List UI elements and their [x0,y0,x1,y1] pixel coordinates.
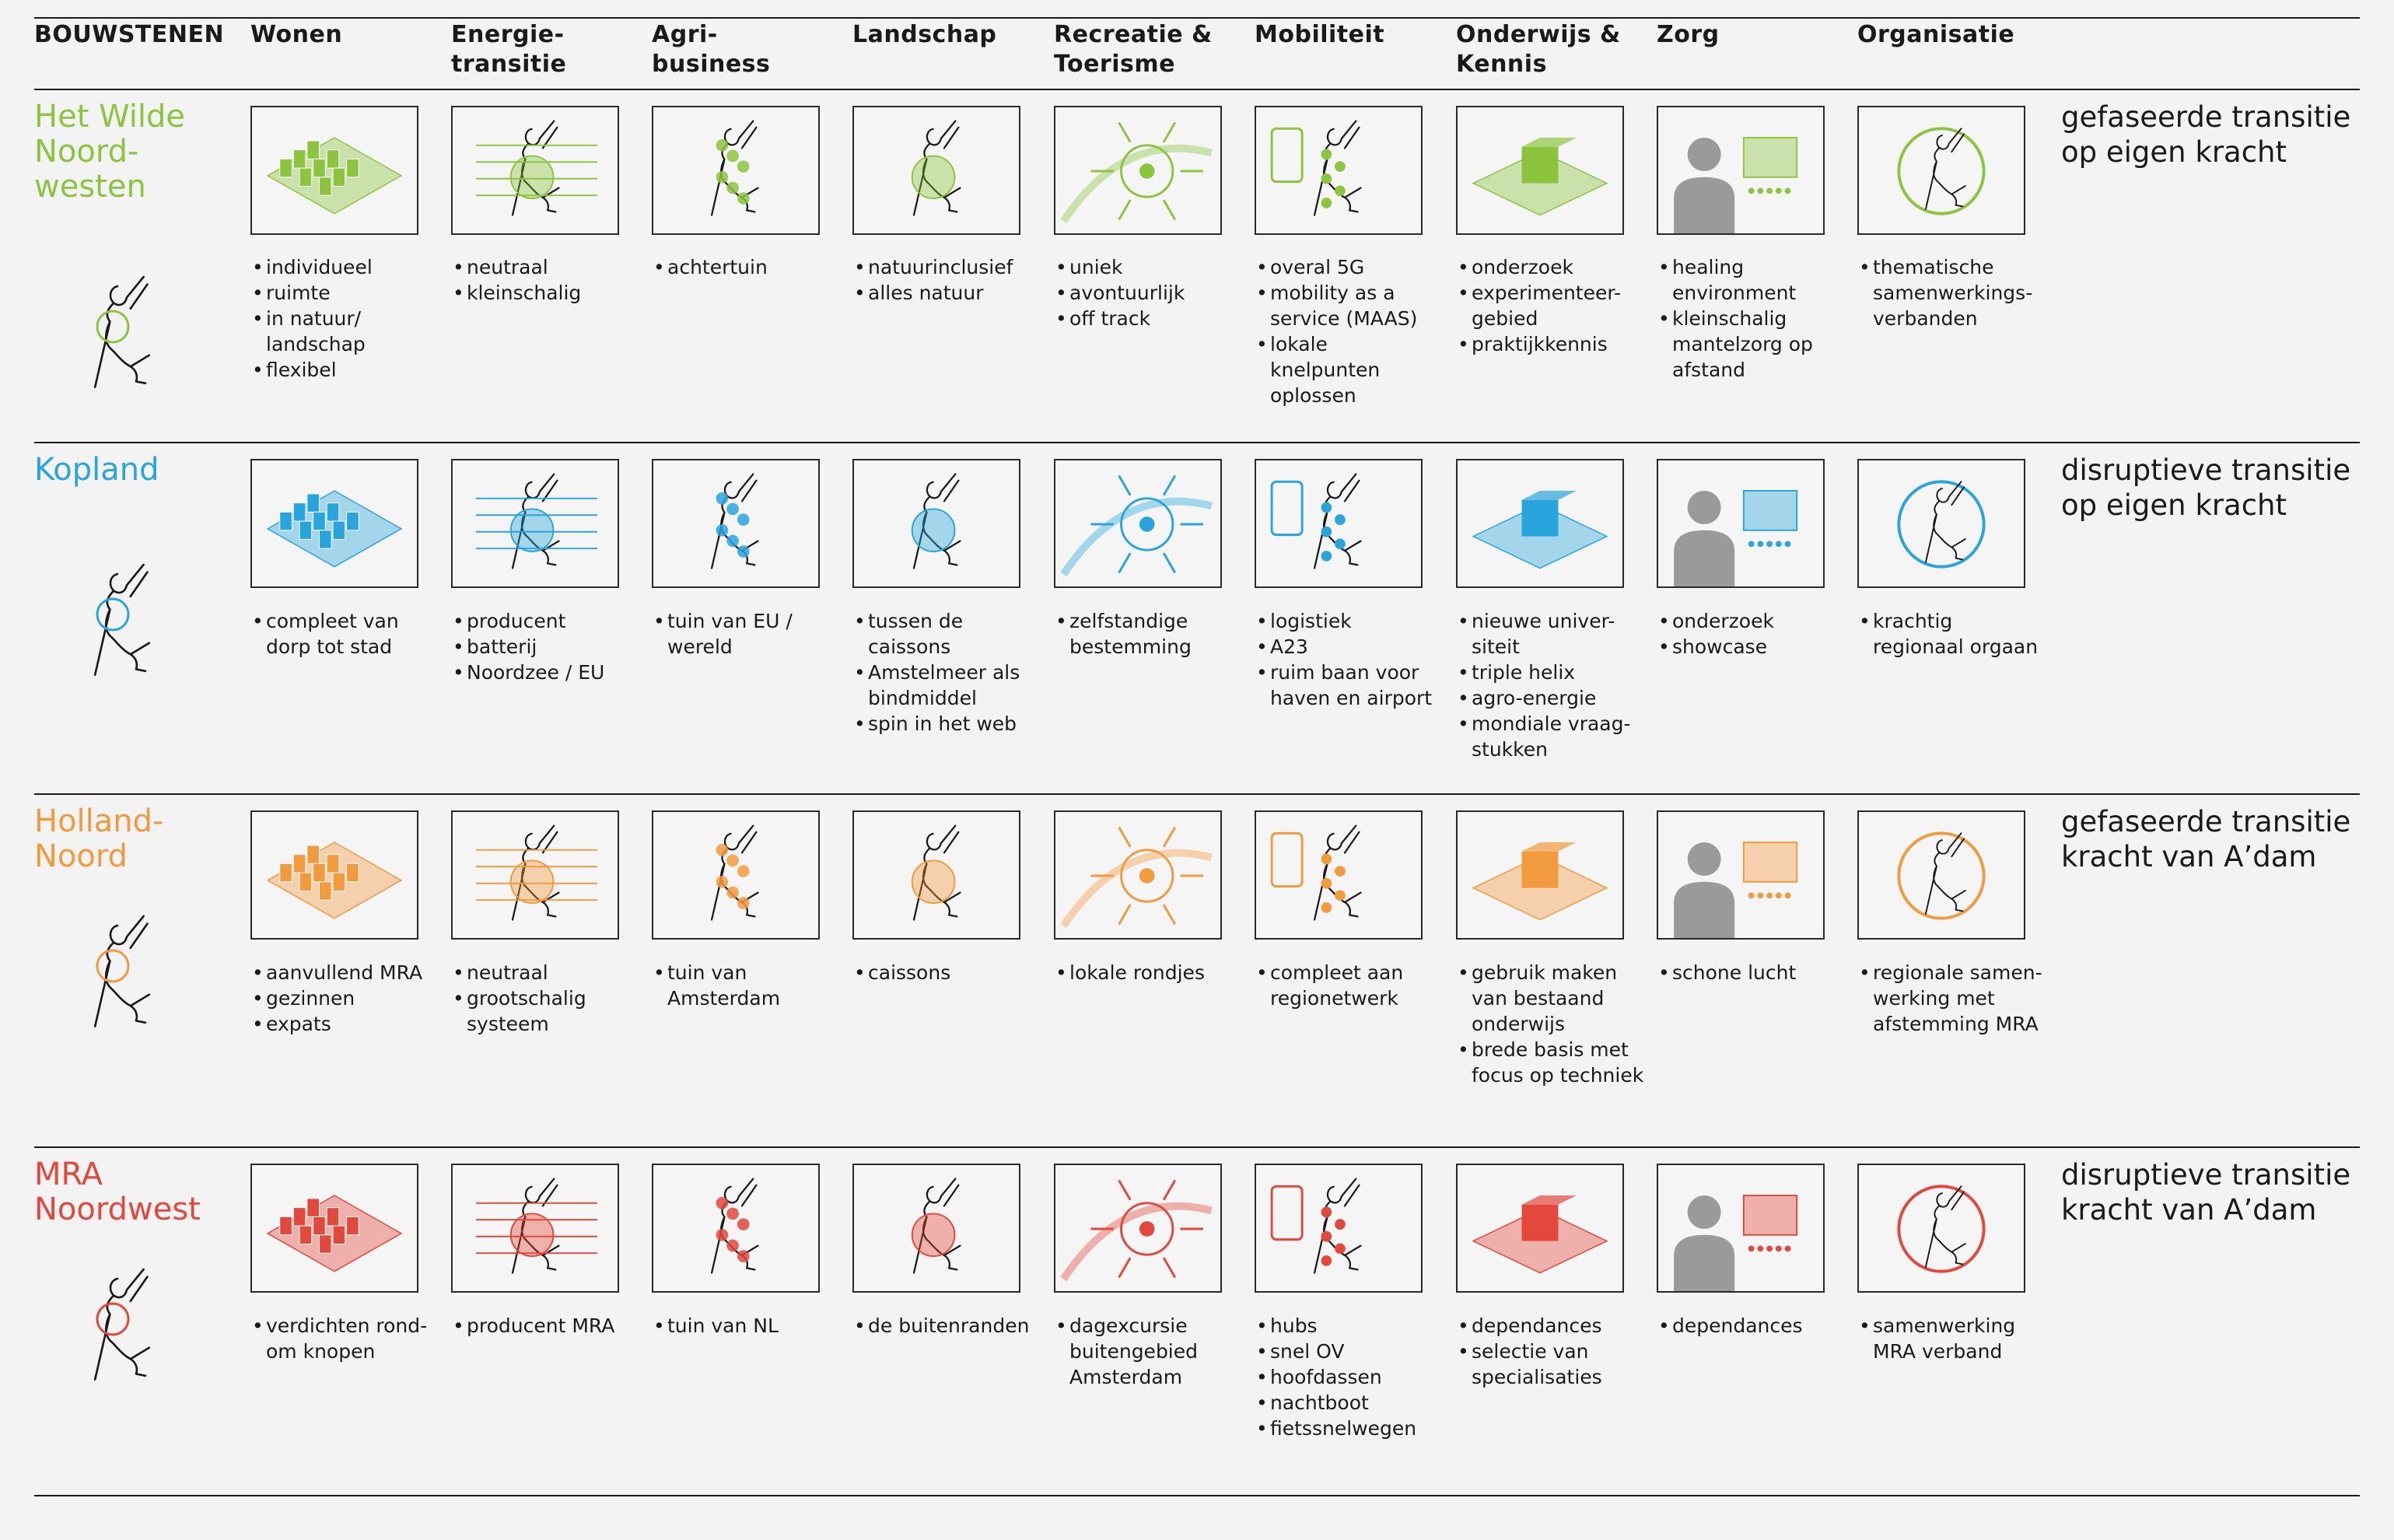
bullet-item: • mobility as a service (MAAS) [1255,280,1449,331]
bullet-list [1054,254,1248,331]
bullet-item: • uniek [1054,254,1248,280]
logistics-figure-icon [1255,459,1423,588]
bullet-list [451,1313,646,1339]
caissons-figure-icon [852,810,1020,940]
nature-figure-icon [852,106,1020,235]
header-top-rule [34,17,2360,19]
bullet-item: • regionale samen- werking met afstemming MRA [1857,960,2052,1037]
bullet-list [852,960,1047,985]
row-divider [34,89,2360,90]
scenario-title: Kopland [34,452,159,488]
bullet-item: • natuurinclusief [852,254,1047,280]
bullet-list [852,254,1047,306]
bullet-item: • nieuwe univer- siteit [1456,608,1650,660]
transition-label: gefaseerde transitie kracht van A’dam [2061,805,2351,873]
blue-towers-icon [250,459,418,588]
scenario-title: Holland- Noord [34,803,164,874]
bullet-item: • krachtig regionaal orgaan [1857,608,2052,660]
bullet-list [1255,608,1449,711]
bullet-item: • fietssnelwegen [1255,1416,1449,1441]
5g-phone-icon [1255,106,1423,235]
bullet-list [1456,608,1650,762]
bullet-item: • tussen de caissons [852,608,1047,660]
bullet-item: • tuin van EU / wereld [652,608,846,660]
bullet-item: • agro-energie [1456,685,1650,711]
transition-label: disruptieve transitie kracht van A’dam [2061,1158,2351,1227]
bullet-item: • schone lucht [1657,960,1851,985]
bullet-list [652,608,846,660]
hubs-figure-icon [1255,1164,1423,1293]
bullet-item: • hubs [1255,1313,1449,1339]
showcase-person-icon [1657,459,1825,588]
bullet-list [250,608,445,660]
bullet-item: • onderzoek [1456,254,1650,280]
battery-arrows-icon [451,459,619,588]
bullet-list [1054,960,1248,985]
bullet-item: • spin in het web [852,711,1047,737]
amsterdam-garden-icon [652,810,820,940]
bullet-item: • off track [1054,306,1248,331]
bullet-item: • tuin van NL [652,1313,846,1339]
bullet-item: • expats [250,1011,445,1037]
bullet-item: • dependances [1456,1313,1650,1339]
bullet-item: • kleinschalig mantelzorg op afstand [1657,306,1851,383]
mra-circle-icon [1857,1164,2025,1293]
bullet-item: • A23 [1255,634,1449,660]
bullet-item: • Amstelmeer als bindmiddel [852,660,1047,711]
bullet-list [1255,254,1449,408]
bullet-list [1456,254,1650,357]
bullet-item: • gezinnen [250,985,445,1011]
magnifier-field-icon [1456,106,1624,235]
bullet-item: • kleinschalig [451,280,646,306]
bullet-item: • lokale knelpunten oplossen [1255,331,1449,408]
lungs-person-icon [1657,810,1825,940]
bullet-list [1255,960,1449,1011]
outer-edge-figure-icon [852,1164,1020,1293]
bullet-item: • in natuur/ landschap [250,306,445,357]
column-header: Wonen [250,21,343,48]
bullet-item: • producent MRA [451,1313,646,1339]
bullet-item: • dependances [1657,1313,1851,1339]
bullet-item: • flexibel [250,357,445,383]
red-station-icon [250,1164,418,1293]
energy-figure-icon [451,106,619,235]
bullet-item: • praktijkkennis [1456,331,1650,357]
bullet-item: • snel OV [1255,1339,1449,1364]
bullet-list [250,1313,445,1364]
landscape-figure-icon [852,459,1020,588]
bullet-list [1456,960,1650,1088]
bullet-list [652,960,846,1011]
bullet-item: • nachtboot [1255,1390,1449,1416]
bullet-item: • de buitenranden [852,1313,1047,1339]
bullet-item: • selectie van specialisaties [1456,1339,1650,1390]
bullet-item: • experimenteer- gebied [1456,280,1650,331]
bullet-item: • neutraal [451,254,646,280]
bullet-list [1657,960,1851,985]
bullet-list [1657,608,1851,660]
bullet-item: • grootschalig systeem [451,985,646,1037]
column-header: Organisatie [1857,21,2015,48]
bullet-item: • lokale rondjes [1054,960,1248,985]
bullet-list [1857,1313,2052,1364]
scenario-map-thumbnail [43,264,198,397]
netherlands-map-icon [652,1164,820,1293]
bullet-item: • mondiale vraag- stukken [1456,711,1650,762]
bullet-item: • alles natuur [852,280,1047,306]
bullet-list [451,608,646,685]
bullet-item: • brede basis met focus op techniek [1456,1037,1650,1088]
university-cube-icon [1456,459,1624,588]
row-divider [34,1146,2360,1148]
xxx-energy-icon [451,1164,619,1293]
bullet-list [1657,254,1851,383]
green-houses-icon [250,106,418,235]
bullet-item: • compleet van dorp tot stad [250,608,445,660]
dependance-person-icon [1657,1164,1825,1293]
orange-cubes-icon [1456,810,1624,940]
bullet-item: • overal 5G [1255,254,1449,280]
bullet-item: • verdichten rond- om knopen [250,1313,445,1364]
bullet-list [451,254,646,306]
bullet-item: • aanvullend MRA [250,960,445,985]
bullet-item: • samenwerking MRA verband [1857,1313,2052,1364]
bullet-item: • Noordzee / EU [451,660,646,685]
cooperation-circles-icon [1857,810,2025,940]
bullet-item: • ruim baan voor haven en airport [1255,660,1449,711]
bullet-list [1054,608,1248,660]
bullet-list [1456,1313,1650,1390]
bullet-item: • neutraal [451,960,646,985]
header-label: BOUWSTENEN [34,21,225,48]
bullet-item: • showcase [1657,634,1851,660]
bullet-item: • healing environment [1657,254,1851,306]
bullet-item: • ruimte [250,280,445,306]
arrows-destination-icon [1054,459,1222,588]
bullet-list [1255,1313,1449,1441]
healing-person-icon [1657,106,1825,235]
column-header: Mobiliteit [1255,21,1385,48]
bullet-list [1657,1313,1851,1339]
red-dependance-icon [1456,1164,1624,1293]
column-header: Energie- transitie [451,21,567,78]
bullet-list [1857,960,2052,1037]
bullet-item: • achtertuin [652,254,846,280]
bullet-item: • avontuurlijk [1054,280,1248,306]
bullet-item: • caissons [852,960,1047,985]
column-header: Agri- business [652,21,771,78]
column-header: Zorg [1657,21,1720,48]
regional-circle-icon [1857,459,2025,588]
row-divider [34,793,2360,795]
bullet-list [652,254,846,280]
bullet-item: • compleet aan regionetwerk [1255,960,1449,1011]
bullet-list [652,1313,846,1339]
bullet-item: • producent [451,608,646,634]
transition-label: gefaseerde transitie op eigen kracht [2061,100,2351,169]
scenario-map-thumbnail [43,552,198,684]
network-figure-icon [1255,810,1423,940]
bullet-list [1857,608,2052,660]
row-divider [34,442,2360,443]
bullet-item: • tuin van Amsterdam [652,960,846,1011]
offtrack-route-icon [1054,106,1222,235]
bullet-list [852,1313,1047,1339]
bullet-item: • thematische samenwerkings- verbanden [1857,254,2052,331]
bullet-item: • logistiek [1255,608,1449,634]
scenario-map-thumbnail [43,904,198,1036]
scenario-title: Het Wilde Noord- westen [34,99,185,205]
local-rounds-icon [1054,810,1222,940]
bullet-item: • dagexcursie buitengebied Amsterdam [1054,1313,1248,1390]
column-header: Landschap [852,21,997,48]
bullet-item: • gebruik maken van bestaand onderwijs [1456,960,1650,1037]
bullet-list [1857,254,2052,331]
column-header: Onderwijs & Kennis [1456,21,1621,78]
column-header: Recreatie & Toerisme [1054,21,1213,78]
bullet-item: • hoofdassen [1255,1364,1449,1390]
row-divider [34,1495,2360,1496]
bullet-item: • individueel [250,254,445,280]
bullet-item: • triple helix [1456,660,1650,685]
bullet-list [1054,1313,1248,1390]
scenario-map-thumbnail [43,1257,198,1389]
globe-icon [652,459,820,588]
bullet-list [451,960,646,1037]
bullet-list [852,608,1047,737]
orange-blocks-icon [250,810,418,940]
garden-figure-icon [652,106,820,235]
transition-label: disruptieve transitie op eigen kracht [2061,453,2351,522]
windmill-excursion-icon [1054,1164,1222,1293]
bullet-item: • batterij [451,634,646,660]
scenario-title: MRA Noordwest [34,1157,201,1227]
network-circles-icon [1857,106,2025,235]
bullet-item: • zelfstandige bestemming [1054,608,1248,660]
bullet-list [250,960,445,1037]
bullet-item: • onderzoek [1657,608,1851,634]
grid-figure-icon [451,810,619,940]
bullet-list [250,254,445,383]
